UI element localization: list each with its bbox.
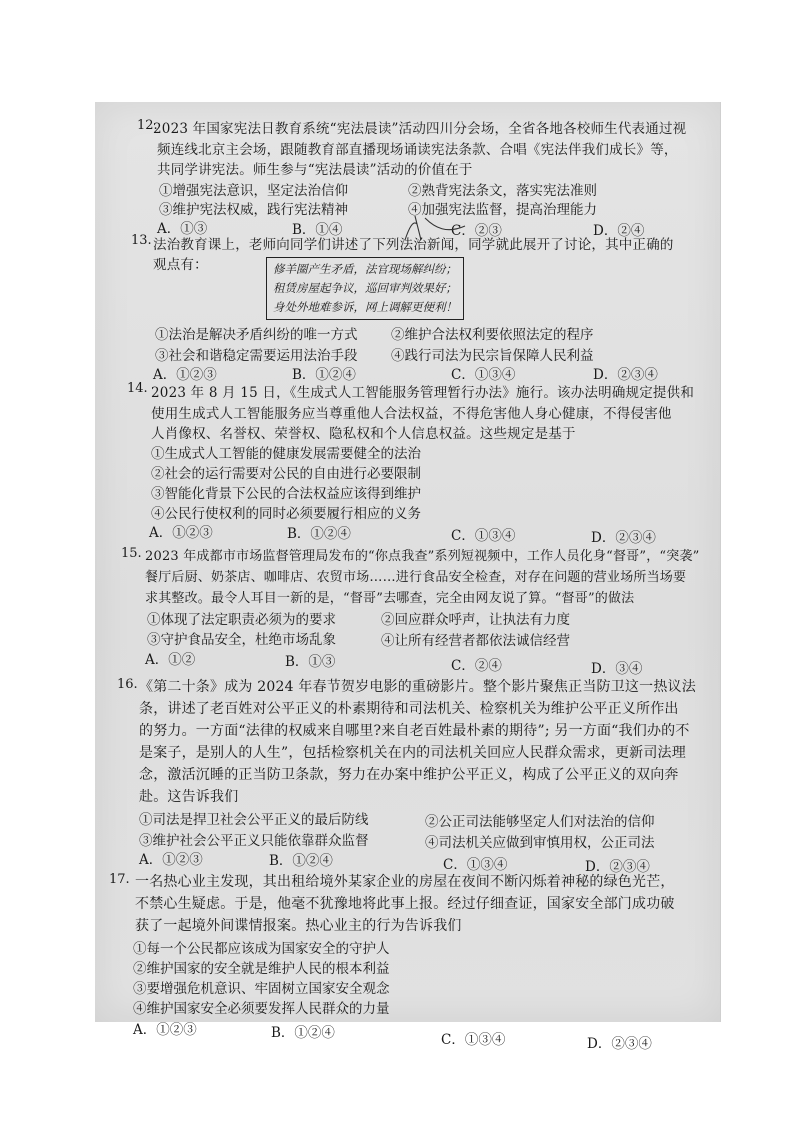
- statement-2: ②公正司法能够坚定人们对法治的信仰: [425, 814, 655, 830]
- answer-b[interactable]: B．①②④: [287, 526, 351, 542]
- statement-3: ③守护食品安全，杜绝市场乱象: [147, 632, 336, 648]
- stem-line: 求其整改。最令人耳目一新的是，“督哥”去哪查，完全由网友说了算。“督哥”的做法: [145, 591, 635, 606]
- statement-3: ③维护宪法权威，践行宪法精神: [159, 202, 348, 218]
- answer-b[interactable]: B．①②④: [292, 367, 356, 383]
- question-number: 14.: [127, 381, 148, 396]
- statement-4: ④加强宪法监督，提高治理能力: [408, 202, 597, 218]
- answer-a[interactable]: A．①②③: [133, 1022, 197, 1038]
- question-number: 15.: [121, 546, 142, 561]
- statement-4: ④司法机关应做到审慎用权，公正司法: [425, 835, 655, 851]
- answer-c[interactable]: C．①③④: [451, 367, 516, 383]
- statement-4: ④公民行使权利的同时必须要履行相应的义务: [151, 506, 421, 522]
- stem-line: 不禁心生疑虑。于是，他毫不犹豫地将此事上报。经过仔细查证，国家安全部门成功破: [135, 896, 675, 912]
- statement-3: ③社会和谐稳定需要运用法治手段: [155, 348, 358, 364]
- stem-line: 2023 年国家宪法日教育系统“宪法晨读”活动四川分会场，全省各地各校师生代表通过视: [153, 121, 687, 137]
- exam-paper: [95, 102, 721, 1052]
- question-number: 16.: [117, 677, 138, 692]
- statement-1: ①增强宪法意识，坚定法治信仰: [159, 183, 348, 199]
- answer-a[interactable]: A．①③: [157, 221, 208, 237]
- answer-d[interactable]: D．②③④: [587, 1036, 652, 1052]
- stem-line: 条，讲述了老百姓对公平正义的朴素期待和司法机关、检察机关为维护公平正义所作出: [139, 701, 679, 717]
- stem-line: 使用生成式人工智能服务应当尊重他人合法权益，不得危害他人身心健康，不得侵害他: [151, 406, 672, 422]
- stem-line: 2023 年成都市市场监督管理局发布的“你点我查”系列短视频中，工作人员化身“督哥”，“突袭”: [145, 549, 700, 564]
- stem-line: 赴。这告诉我们: [139, 789, 239, 805]
- stem-line: 人肖像权、名誉权、荣誉权、隐私权和个人信息权益。这些规定是基于: [151, 426, 576, 442]
- news-line: 修羊圈产生矛盾，法官现场解纠纷；: [273, 262, 457, 276]
- answer-b[interactable]: B．①②④: [269, 853, 333, 869]
- answer-c[interactable]: C．②④: [451, 658, 502, 674]
- statement-1: ①法治是解决矛盾纠纷的唯一方式: [155, 327, 358, 343]
- answer-a[interactable]: A．①②: [145, 652, 196, 668]
- stem-line: 一名热心业主发现，其出租给境外某家企业的房屋在夜间不断闪烁着神秘的绿色光芒，: [135, 874, 675, 890]
- question-number: 12.: [137, 118, 158, 133]
- stem-line: 共同学讲宪法。师生参与“宪法晨读”活动的价值在于: [157, 162, 473, 178]
- answer-c[interactable]: C．①③④: [443, 857, 508, 873]
- answer-c[interactable]: C．①③④: [451, 528, 516, 544]
- stem-line: 2023 年 8 月 15 日，《生成式人工智能服务管理暂行办法》施行。该办法明确规定提供和: [151, 385, 695, 401]
- answer-d[interactable]: D．②④: [593, 223, 645, 239]
- news-box: [266, 257, 464, 320]
- answer-b[interactable]: B．①②④: [271, 1025, 335, 1041]
- stem-line: 观点有：: [153, 257, 208, 273]
- stem-line: 《第二十条》成为 2024 年春节贺岁电影的重磅影片。整个影片聚焦正当防卫这一热议法: [139, 679, 696, 695]
- statement-3: ③要增强危机意识、牢固树立国家安全观念: [133, 981, 390, 997]
- answer-c[interactable]: C．②③: [451, 223, 502, 239]
- stem-line: 获了一起境外间谍情报案。热心业主的行为告诉我们: [135, 918, 462, 934]
- answer-d[interactable]: D．②③④: [585, 859, 650, 875]
- stem-line: 法治教育课上，老师向同学们讲述了下列法治新闻，同学就此展开了讨论，其中正确的: [153, 237, 674, 253]
- answer-a[interactable]: A．①②③: [149, 525, 213, 541]
- statement-2: ②维护国家的安全就是维护人民的根本利益: [133, 961, 390, 977]
- statement-1: ①每一个公民都应该成为国家安全的守护人: [133, 941, 390, 957]
- stem-line: 念，激活沉睡的正当防卫条款，努力在办案中维护公平正义，构成了公平正义的双向奔: [139, 767, 679, 783]
- answer-a[interactable]: A．①②③: [139, 852, 203, 868]
- answer-a[interactable]: A．①②③: [153, 367, 217, 383]
- answer-c[interactable]: C．①③④: [441, 1032, 506, 1048]
- statement-1: ①生成式人工智能的健康发展需要健全的法治: [151, 446, 421, 462]
- stem-line: 餐厅后厨、奶茶店、咖啡店、农贸市场……进行食品安全检查，对存在问题的营业场所当场要: [145, 570, 687, 585]
- statement-1: ①司法是捍卫社会公平正义的最后防线: [139, 812, 369, 828]
- answer-d[interactable]: D．②③④: [593, 367, 658, 383]
- question-number: 17.: [109, 872, 130, 887]
- answer-d[interactable]: D．②③④: [591, 530, 656, 546]
- stem-line: 是案子，是别人的人生”，包括检察机关在内的司法机关回应人民群众需求，更新司法理: [139, 745, 686, 761]
- answer-d[interactable]: D．③④: [591, 661, 643, 677]
- stem-line: 频连线北京主会场，跟随教育部直播现场诵读宪法条款、合唱《宪法伴我们成长》等，: [157, 142, 678, 158]
- statement-4: ④维护国家安全必须要发挥人民群众的力量: [133, 1001, 390, 1017]
- statement-2: ②熟背宪法条文，落实宪法准则: [408, 183, 597, 199]
- statement-3: ③维护社会公平正义只能依靠群众监督: [139, 833, 369, 849]
- statement-3: ③智能化背景下公民的合法权益应该得到维护: [151, 486, 421, 502]
- statement-2: ②社会的运行需要对公民的自由进行必要限制: [151, 466, 421, 482]
- stem-line: 的努力。一方面“法律的权威来自哪里?来自老百姓最朴素的期待”; 另一方面“我们办的不: [139, 723, 690, 739]
- answer-b[interactable]: B．①④: [292, 222, 343, 238]
- news-line: 租赁房屋起争议，巡回审判效果好；: [273, 281, 457, 295]
- statement-2: ②回应群众呼声，让执法有力度: [381, 612, 570, 628]
- statement-4: ④让所有经营者都依法诚信经营: [381, 633, 570, 649]
- statement-1: ①体现了法定职责必须为的要求: [147, 612, 336, 628]
- statement-4: ④践行司法为民宗旨保障人民利益: [391, 348, 594, 364]
- news-line: 身处外地难参诉，网上调解更便利！: [273, 300, 457, 314]
- question-number: 13.: [131, 233, 152, 248]
- statement-2: ②维护合法权利要依照法定的程序: [391, 327, 594, 343]
- answer-b[interactable]: B．①③: [285, 654, 336, 670]
